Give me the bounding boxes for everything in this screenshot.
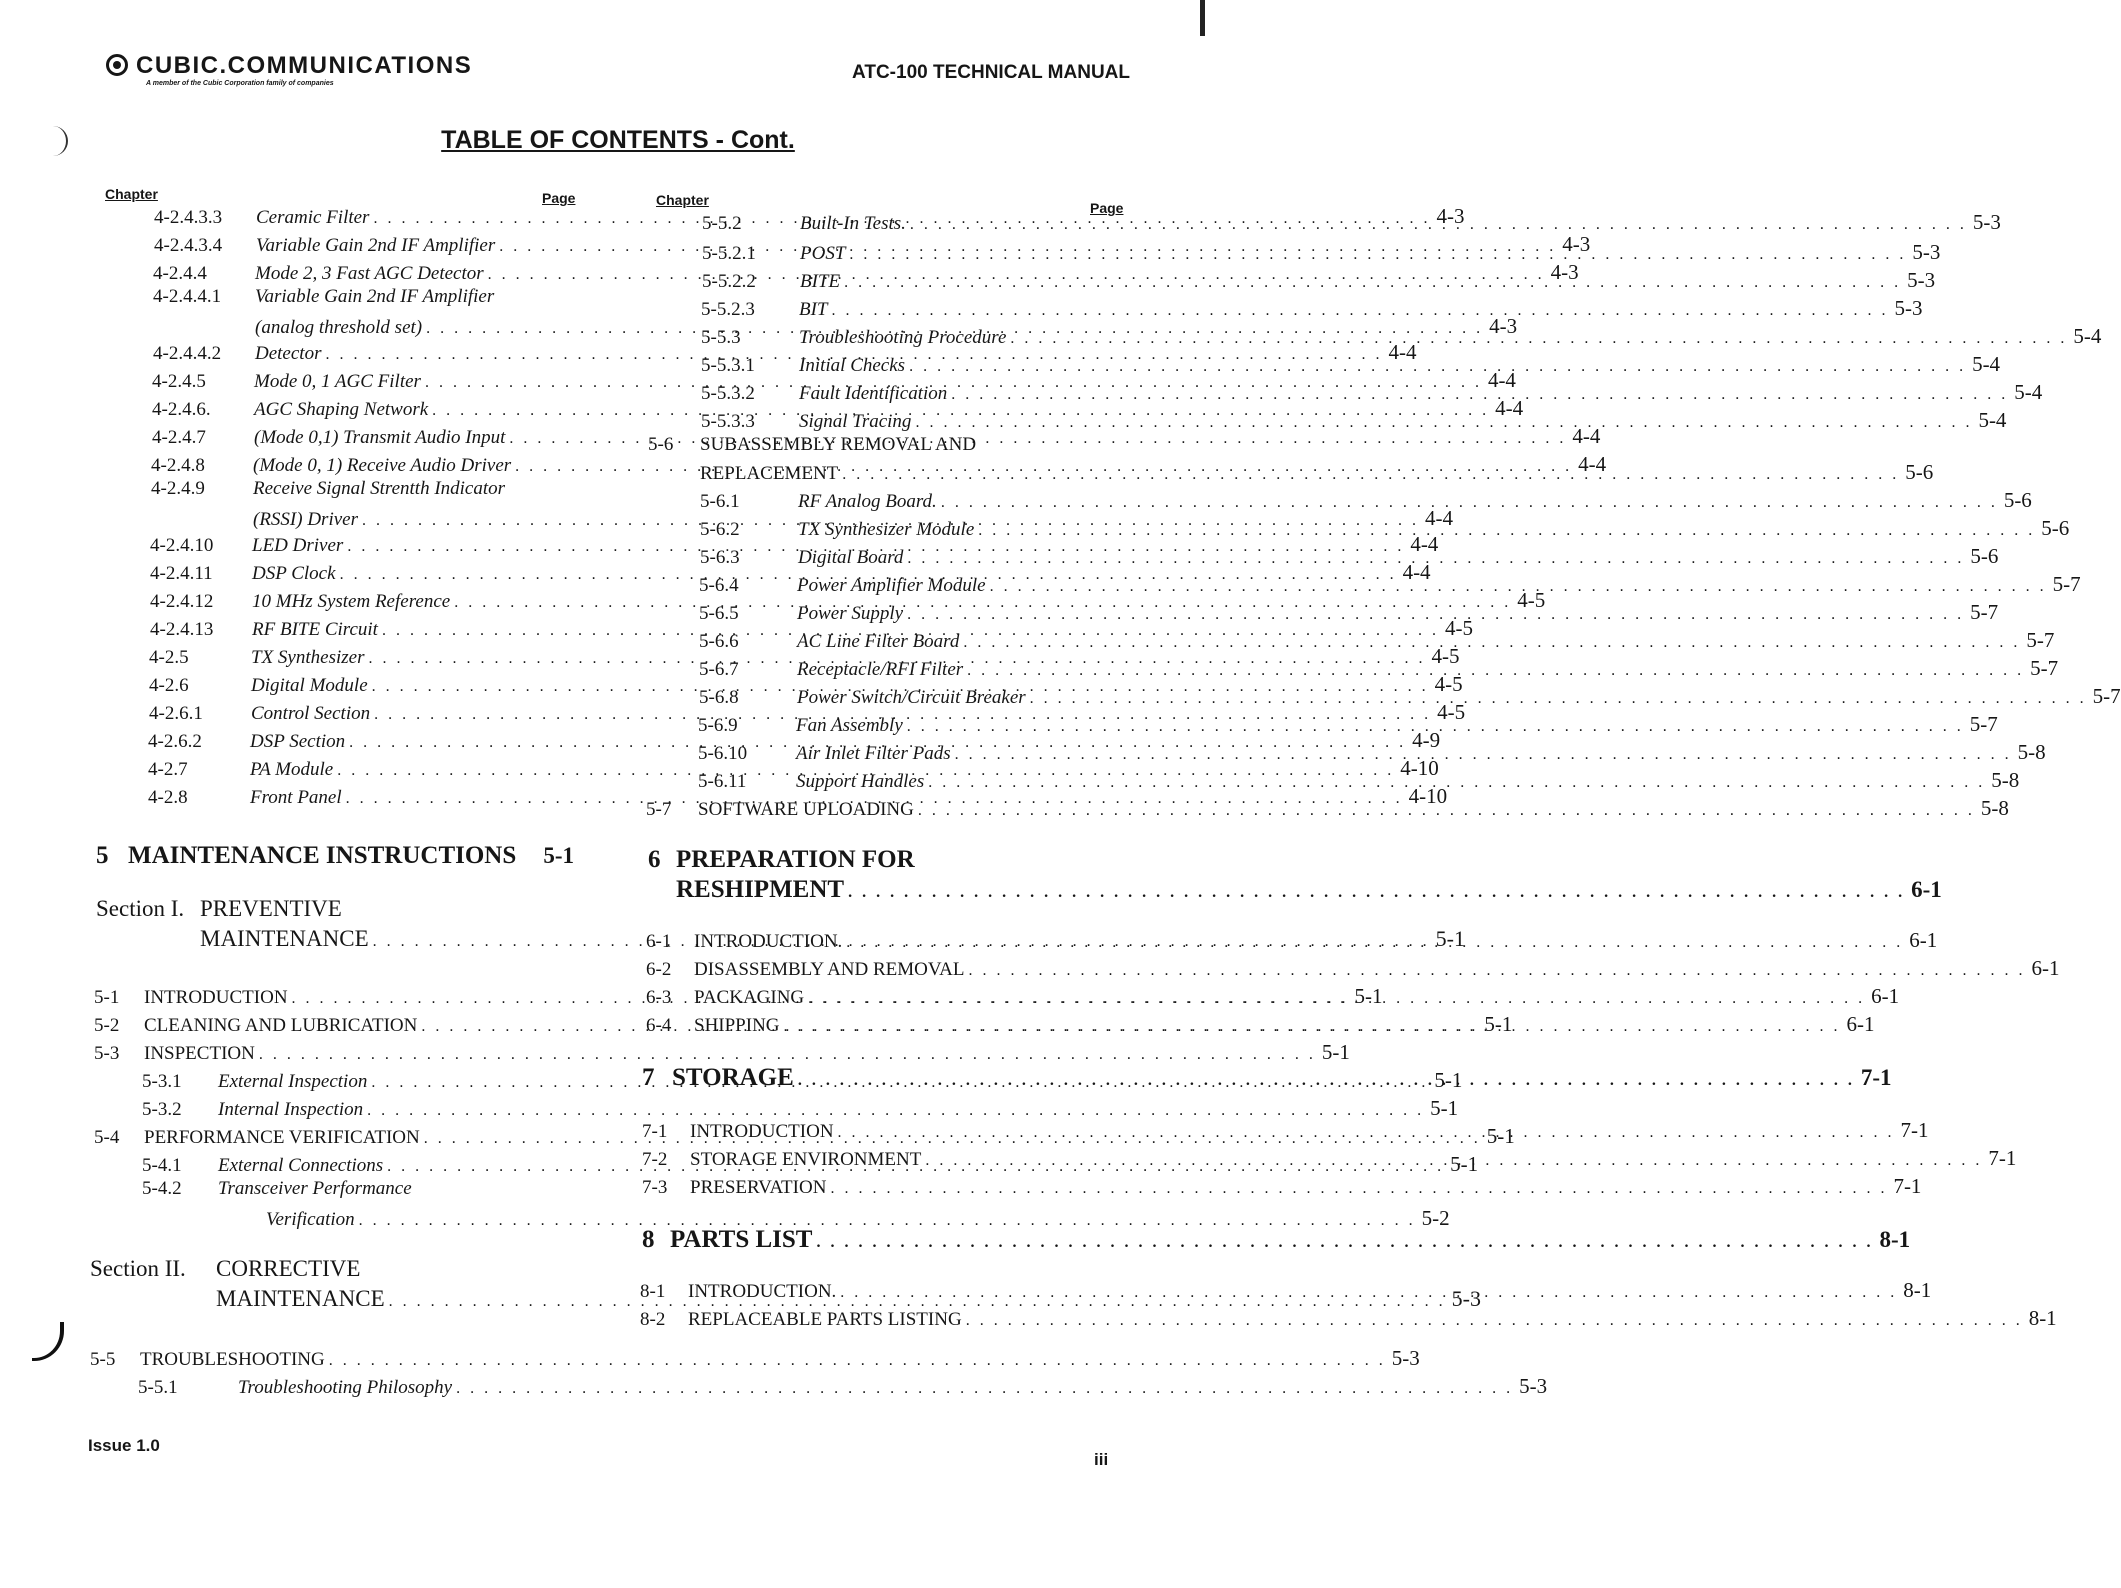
chapter-page: 6-1 xyxy=(1911,877,1942,902)
toc-entry-title: BIT xyxy=(799,299,828,320)
toc-entry-page: 5-7 xyxy=(2030,656,2059,680)
toc-entry-title: BITE xyxy=(800,271,841,292)
toc-entry-page: 4-3 xyxy=(1436,204,1465,228)
toc-entry-title: INTRODUCTION xyxy=(144,987,288,1008)
toc-entry-title: Support Handles xyxy=(796,771,925,792)
toc-entry-page: 4-10 xyxy=(1408,784,1448,808)
toc-entry-number: 4-2.4.3.4 xyxy=(154,235,223,256)
toc-entry-number: 4-2.4.5 xyxy=(152,371,206,392)
toc-entry-number: 5-6.2 xyxy=(700,519,740,540)
toc-entry-page: 5-7 xyxy=(2092,684,2121,708)
toc-entry-title: INTRODUCTION. xyxy=(694,931,843,952)
toc-entry-number: 5-5.3.3 xyxy=(701,411,755,432)
toc-entry xyxy=(153,286,580,314)
toc-leader-dots xyxy=(918,802,1975,820)
toc-entry-title: Troubleshooting Procedure xyxy=(799,327,1007,348)
toc-entry-title: PERFORMANCE VERIFICATION xyxy=(144,1127,420,1148)
toc-leader-dots xyxy=(941,494,1998,512)
toc-entry xyxy=(151,478,580,506)
toc-entry-page: 4-9 xyxy=(1412,728,1441,752)
toc-entry-page: 5-4 xyxy=(2014,380,2043,404)
page-title: TABLE OF CONTENTS - Cont. xyxy=(441,126,795,154)
toc-entry-number: 5-5 xyxy=(90,1349,116,1370)
chapter-number: 6 xyxy=(648,846,661,873)
toc-entry-title: (Mode 0,1) Transmit Audio Input xyxy=(254,427,506,448)
chapter-number: 5 xyxy=(96,842,109,869)
toc-entry-number: 5-5.3 xyxy=(701,327,741,348)
toc-entry-title: AGC Shaping Network xyxy=(254,399,429,420)
toc-entry-number: 7-3 xyxy=(642,1177,668,1198)
toc-entry-page: 4-4 xyxy=(1425,506,1453,530)
toc-entry xyxy=(646,956,2060,984)
toc-entry-page: 5-3 xyxy=(1907,268,1936,292)
toc-entry-page: 4-5 xyxy=(1431,644,1460,668)
toc-entry-page: 5-8 xyxy=(1991,768,2020,792)
chapter-title: PARTS LIST xyxy=(670,1226,813,1253)
toc-entry-title: TROUBLESHOOTING xyxy=(140,1349,325,1370)
left-chapter-header: Chapter xyxy=(105,186,158,202)
toc-entry-number: 5-4 xyxy=(94,1127,120,1148)
toc-entry-number: 4-2.6.2 xyxy=(148,731,202,752)
toc-entry-page: 5-8 xyxy=(1980,796,2009,820)
toc-entry-number: 5-3 xyxy=(94,1043,120,1064)
toc-leader-dots xyxy=(1030,690,2087,708)
toc-entry-page: 5-7 xyxy=(1970,600,1999,624)
toc-entry-title: INTRODUCTION. xyxy=(688,1281,837,1302)
toc-entry-page: 5-1 xyxy=(1484,1012,1513,1036)
toc-entry-title: RF Analog Board. xyxy=(798,491,937,512)
toc-entry-page: 5-3 xyxy=(1912,240,1941,264)
toc-entry-number: 6-4 xyxy=(646,1015,672,1036)
toc-entry xyxy=(648,434,1128,462)
chapter-8-heading xyxy=(642,1226,1911,1260)
toc-entry-number: 4-2.4.4 xyxy=(153,263,207,284)
toc-entry-title: External Connections xyxy=(218,1155,384,1176)
section-title-line2: MAINTENANCE xyxy=(200,926,369,951)
toc-entry-page: 7-1 xyxy=(1988,1146,2017,1170)
toc-entry-title: Verification xyxy=(266,1209,355,1230)
toc-leader-dots xyxy=(978,522,2035,540)
toc-entry-number: 4-2.4.4.2 xyxy=(153,343,222,364)
toc-entry-page: 6-1 xyxy=(1846,1012,1875,1036)
toc-entry xyxy=(94,1096,1459,1124)
toc-entry-title: Air Inlet Filter Pads xyxy=(796,743,951,764)
toc-entry-page: 5-6 xyxy=(2041,516,2070,540)
toc-entry-number: 4-2.4.3.3 xyxy=(154,207,223,228)
toc-entry-title: Power Supply xyxy=(797,603,904,624)
toc-leader-dots xyxy=(842,466,1899,484)
toc-entry-page: 5-4 xyxy=(1972,352,2001,376)
toc-entry-title: DSP Clock xyxy=(252,563,336,584)
toc-entry-number: 4-2.4.11 xyxy=(150,563,213,584)
toc-entry-page: 4-5 xyxy=(1437,700,1466,724)
toc-entry-number: 4-2.4.9 xyxy=(151,478,205,499)
chapter-5-heading xyxy=(96,842,574,876)
toc-entry-page: 5-3 xyxy=(1391,1346,1420,1370)
toc-entry-title: (analog threshold set) xyxy=(255,317,423,338)
toc-entry-title: Fault Identification xyxy=(799,383,948,404)
toc-leader-dots xyxy=(968,962,2025,980)
toc-entry-number: 4-2.6 xyxy=(149,675,189,696)
toc-leader-dots xyxy=(808,990,1865,1008)
toc-leader-dots xyxy=(1010,330,2067,348)
right-chapter-header: Chapter xyxy=(656,192,709,208)
toc-entry-title: Internal Inspection xyxy=(218,1099,364,1120)
toc-entry-number: 5-5.2 xyxy=(702,213,742,234)
right-page-header: Page xyxy=(1090,200,1124,216)
toc-leader-dots xyxy=(838,1124,1895,1142)
toc-entry-page: 5-3 xyxy=(1894,296,1923,320)
toc-entry-number: 5-6.6 xyxy=(699,631,739,652)
toc-entry-number: 5-6.9 xyxy=(698,715,738,736)
toc-entry-page: 4-4 xyxy=(1578,452,1607,476)
toc-leader-dots xyxy=(456,1380,1513,1398)
toc-entry-page: 6-1 xyxy=(2031,956,2060,980)
toc-entry-page: 7-1 xyxy=(1900,1118,1929,1142)
section-label: Section I. xyxy=(96,896,185,921)
toc-entry-number: 5-6 xyxy=(648,434,674,455)
toc-entry-title: Troubleshooting Philosophy xyxy=(238,1377,453,1398)
toc-leader-dots xyxy=(329,1352,1386,1370)
toc-entry-number: 4-2.5 xyxy=(149,647,189,668)
toc-entry-page: 4-4 xyxy=(1572,424,1601,448)
toc-entry-number: 5-6.7 xyxy=(699,659,739,680)
toc-entry-number: 7-2 xyxy=(642,1149,668,1170)
toc-leader-dots xyxy=(928,774,1985,792)
toc-entry-page: 4-10 xyxy=(1400,756,1439,780)
toc-entry-title: Detector xyxy=(255,343,322,364)
toc-entry-number: 4-2.7 xyxy=(148,759,188,780)
issue-label: Issue 1.0 xyxy=(88,1436,160,1455)
toc-entry-number: 6-1 xyxy=(646,931,672,952)
toc-entry-title: Built-In Tests. xyxy=(800,213,906,234)
section-title-line2: MAINTENANCE xyxy=(216,1286,385,1311)
toc-entry-title: Power Switch/Circuit Breaker xyxy=(797,687,1026,708)
toc-entry-title: TX Synthesizer Module xyxy=(798,519,975,540)
toc-entry-title: POST xyxy=(800,243,846,264)
toc-entry-number: 4-2.4.6. xyxy=(152,399,211,420)
chapter-page: 8-1 xyxy=(1879,1227,1911,1252)
toc-entry-page: 5-1 xyxy=(1486,1124,1515,1148)
toc-leader-dots xyxy=(259,1046,1316,1064)
toc-entry-number: 4-2.8 xyxy=(148,787,188,808)
toc-leader-dots xyxy=(907,606,1964,624)
toc-leader-dots xyxy=(990,578,2047,596)
toc-entry-number: 4-2.4.8 xyxy=(151,455,205,476)
toc-entry xyxy=(94,1206,1450,1234)
toc-entry-number: 6-2 xyxy=(646,959,672,980)
chapter-title: PREPARATION FOR xyxy=(676,846,915,873)
chapter-title: MAINTENANCE INSTRUCTIONS xyxy=(128,842,517,869)
toc-entry-number: 5-5.1 xyxy=(138,1377,178,1398)
toc-entry-page: 5-2 xyxy=(1421,1206,1450,1230)
toc-entry-title: Variable Gain 2nd IF Amplifier xyxy=(256,235,496,256)
section-2-heading xyxy=(90,1256,568,1288)
toc-entry-number: 5-2 xyxy=(94,1015,120,1036)
toc-entry-title: PA Module xyxy=(250,759,334,780)
toc-entry-page: 4-4 xyxy=(1495,396,1524,420)
toc-leader-dots xyxy=(844,274,1901,292)
toc-entry-page: 4-3 xyxy=(1489,314,1518,338)
toc-entry xyxy=(94,1040,1350,1068)
toc-entry-title: Front Panel xyxy=(250,787,342,808)
toc-entry-page: 4-4 xyxy=(1388,340,1417,364)
toc-entry-number: 5-6.11 xyxy=(698,771,747,792)
toc-entry-page: 5-4 xyxy=(1978,408,2007,432)
toc-entry-page: 4-4 xyxy=(1487,368,1516,392)
toc-entry-title: Power Amplifier Module xyxy=(797,575,986,596)
toc-entry-title: (Mode 0, 1) Receive Audio Driver xyxy=(253,455,512,476)
toc-entry-title: Mode 0, 1 AGC Filter xyxy=(254,371,421,392)
toc-entry-title: Signal Tracing xyxy=(799,411,912,432)
toc-entry-title: SHIPPING xyxy=(694,1015,780,1036)
toc-entry-number: 4-2.4.10 xyxy=(150,535,214,556)
toc-entry-number: 4-2.4.4.1 xyxy=(153,286,222,307)
toc-entry-page: 5-7 xyxy=(2052,572,2081,596)
chapter-number: 8 xyxy=(642,1226,655,1253)
toc-entry-title: SOFTWARE UPLOADING xyxy=(698,799,914,820)
toc-leader-dots xyxy=(907,718,1964,736)
toc-entry-number: 5-5.2.3 xyxy=(701,299,755,320)
page-number: iii xyxy=(1094,1450,1109,1469)
toc-entry-number: 5-5.3.2 xyxy=(701,383,755,404)
toc-entry-title: INTRODUCTION xyxy=(690,1121,834,1142)
toc-entry xyxy=(640,1306,2057,1334)
toc-leader-dots xyxy=(830,1180,1887,1198)
company-name: CUBIC.COMMUNICATIONS xyxy=(136,52,473,79)
section-label: Section II. xyxy=(90,1256,186,1281)
toc-entry-number: 5-6.3 xyxy=(700,547,740,568)
cubic-globe-icon xyxy=(106,54,128,76)
toc-leader-dots xyxy=(955,746,2012,764)
toc-entry-page: 5-7 xyxy=(1969,712,1998,736)
toc-entry-title: Receive Signal Strentth Indicator xyxy=(253,478,506,499)
toc-entry-page: 5-1 xyxy=(1450,1152,1479,1176)
toc-entry-number: 4-2.4.12 xyxy=(150,591,214,612)
toc-leader-dots xyxy=(967,662,2024,680)
toc-entry xyxy=(94,1178,570,1206)
toc-entry-title: REPLACEMENT xyxy=(700,463,839,484)
toc-entry-number: 5-4.1 xyxy=(142,1155,182,1176)
section-title: CORRECTIVE xyxy=(216,1256,361,1281)
toc-entry-title: DSP Section xyxy=(250,731,346,752)
toc-entry-title: Fan Assembly xyxy=(796,715,903,736)
toc-entry-title: SUBASSEMBLY REMOVAL AND xyxy=(700,434,977,455)
toc-entry-page: 7-1 xyxy=(1893,1174,1922,1198)
toc-entry-page: 5-4 xyxy=(2073,324,2102,348)
scan-edge-mark xyxy=(1200,0,1205,36)
toc-entry-title: Control Section xyxy=(251,703,371,724)
chapter-6-heading-line2 xyxy=(676,876,1942,910)
toc-entry-title: REPLACEABLE PARTS LISTING xyxy=(688,1309,962,1330)
toc-entry-page: 4-5 xyxy=(1517,588,1546,612)
toc-entry-title: STORAGE ENVIRONMENT xyxy=(690,1149,922,1170)
toc-entry-page: 4-3 xyxy=(1550,260,1579,284)
toc-entry-title: Receptacle/RFI Filter xyxy=(797,659,964,680)
toc-entry-number: 5-1 xyxy=(94,987,120,1008)
toc-entry-title: DISASSEMBLY AND REMOVAL xyxy=(694,959,965,980)
toc-entry-page: 4-4 xyxy=(1410,532,1439,556)
toc-entry-page: 5-6 xyxy=(1905,460,1934,484)
toc-entry-page: 5-6 xyxy=(1970,544,1999,568)
toc-entry-title: AC Line Filter Board xyxy=(797,631,960,652)
toc-entry-number: 8-2 xyxy=(640,1309,666,1330)
toc-entry-page: 4-3 xyxy=(1562,232,1591,256)
toc-entry-number: 5-5.2.2 xyxy=(702,271,756,292)
toc-leader-dots xyxy=(832,302,1889,320)
toc-entry-title: Digital Module xyxy=(251,675,368,696)
toc-entry-title: PRESERVATION xyxy=(690,1177,827,1198)
toc-leader-dots xyxy=(846,934,1903,952)
toc-entry-page: 6-1 xyxy=(1871,984,1900,1008)
toc-leader-dots xyxy=(784,1018,1841,1036)
chapter-title-line2: RESHIPMENT xyxy=(676,876,845,903)
toc-leader-dots xyxy=(910,216,1967,234)
toc-entry-title: 10 MHz System Reference xyxy=(252,591,451,612)
section-page: 5-3 xyxy=(1451,1286,1481,1311)
toc-entry-page: 5-1 xyxy=(1430,1096,1459,1120)
toc-entry-title: Initial Checks xyxy=(799,355,906,376)
toc-leader-dots xyxy=(849,246,1906,264)
toc-entry-title: INSPECTION xyxy=(144,1043,255,1064)
toc-entry-title: RF BITE Circuit xyxy=(252,619,378,640)
toc-entry-number: 5-3.1 xyxy=(142,1071,182,1092)
toc-entry-number: 5-3.2 xyxy=(142,1099,182,1120)
toc-entry-number: 5-7 xyxy=(646,799,672,820)
toc-entry xyxy=(642,1174,1922,1202)
toc-entry-title: CLEANING AND LUBRICATION xyxy=(144,1015,418,1036)
toc-entry-number: 5-5.2.1 xyxy=(702,243,756,264)
toc-entry-number: 5-4.2 xyxy=(142,1178,182,1199)
toc-entry-number: 4-2.6.1 xyxy=(149,703,203,724)
toc-entry-number: 5-6.1 xyxy=(700,491,740,512)
toc-entry-page: 5-7 xyxy=(2026,628,2055,652)
toc-entry-number: 5-6.4 xyxy=(699,575,739,596)
toc-entry-page: 4-5 xyxy=(1434,672,1463,696)
toc-entry-number: 5-6.10 xyxy=(698,743,748,764)
toc-entry xyxy=(90,1346,1420,1374)
toc-entry-page: 8-1 xyxy=(1903,1278,1932,1302)
toc-entry-number: 4-2.4.13 xyxy=(150,619,214,640)
toc-entry-page: 8-1 xyxy=(2028,1306,2057,1330)
toc-entry-number: 6-3 xyxy=(646,987,672,1008)
toc-entry-title: Mode 2, 3 Fast AGC Detector xyxy=(255,263,484,284)
toc-entry-title: PACKAGING xyxy=(694,987,805,1008)
toc-entry-page: 4-4 xyxy=(1402,560,1431,584)
chapter-6-heading xyxy=(648,846,1118,880)
toc-entry-page: 5-1 xyxy=(1354,984,1383,1008)
toc-entry-title: Ceramic Filter xyxy=(256,207,370,228)
toc-entry-title: Transceiver Performance xyxy=(218,1178,412,1199)
toc-entry-page: 5-6 xyxy=(2003,488,2032,512)
toc-entry-page: 5-8 xyxy=(2017,740,2046,764)
toc-leader-dots xyxy=(915,414,1972,432)
toc-entry-title: TX Synthesizer xyxy=(251,647,365,668)
toc-entry-number: 5-5.3.1 xyxy=(701,355,755,376)
chapter-number: 7 xyxy=(642,1064,655,1091)
toc-entry xyxy=(648,488,2032,516)
toc-leader-dots xyxy=(963,634,2020,652)
toc-entry-number: 7-1 xyxy=(642,1121,668,1142)
toc-entry-number: 8-1 xyxy=(640,1281,666,1302)
company-tagline: A member of the Cubic Corporation family of companies xyxy=(146,80,334,87)
toc-entry-page: 5-1 xyxy=(1434,1068,1463,1092)
toc-entry-page: 4-5 xyxy=(1444,616,1473,640)
toc-entry xyxy=(90,1374,1548,1402)
toc-entry xyxy=(649,296,1923,324)
toc-leader-dots xyxy=(909,358,1966,376)
toc-entry-title: Variable Gain 2nd IF Amplifier xyxy=(255,286,495,307)
left-page-header: Page xyxy=(542,190,576,206)
section-page: 5-1 xyxy=(1435,926,1465,951)
chapter-title: STORAGE xyxy=(672,1064,794,1091)
section-title: PREVENTIVE xyxy=(200,896,342,921)
toc-entry-number: 5-6.5 xyxy=(699,603,739,624)
toc-entry-number: 4-2.4.7 xyxy=(152,427,206,448)
chapter-page: 5-1 xyxy=(543,843,574,868)
scan-binding-mark xyxy=(32,1322,64,1361)
toc-leader-dots xyxy=(966,1312,2023,1330)
toc-entry-title: (RSSI) Driver xyxy=(253,509,358,530)
manual-title: ATC-100 TECHNICAL MANUAL xyxy=(852,62,1130,83)
toc-entry-page: 5-3 xyxy=(1972,210,2001,234)
section-1-heading xyxy=(96,896,574,928)
toc-entry-title: Digital Board xyxy=(798,547,904,568)
toc-entry-number: 5-6.8 xyxy=(699,687,739,708)
toc-entry-page: 5-3 xyxy=(1519,1374,1548,1398)
toc-leader-dots xyxy=(951,386,2008,404)
toc-entry-page: 6-1 xyxy=(1909,928,1938,952)
toc-leader-dots xyxy=(840,1284,1897,1302)
chapter-page: 7-1 xyxy=(1860,1065,1892,1090)
toc-entry-title: External Inspection xyxy=(218,1071,368,1092)
toc-leader-dots xyxy=(925,1152,1982,1170)
toc-entry-page: 5-1 xyxy=(1321,1040,1350,1064)
toc-entry-title: LED Driver xyxy=(252,535,344,556)
toc-leader-dots xyxy=(907,550,1964,568)
